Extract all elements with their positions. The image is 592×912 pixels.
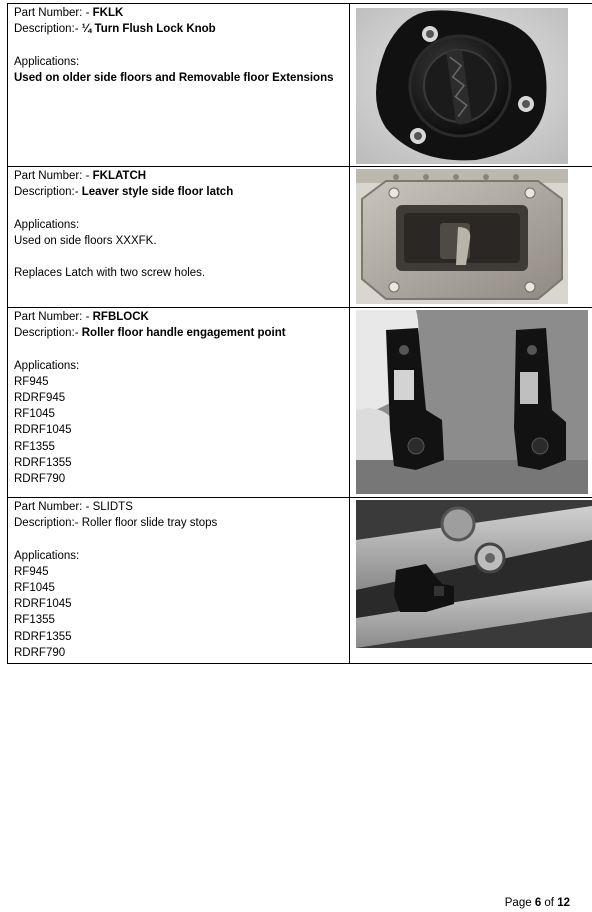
handle-engagement-blocks-photo [356, 310, 588, 494]
applications-label: Applications: [14, 55, 80, 68]
description-label: Description:- [14, 186, 82, 199]
application-item: RDRF1355 [14, 456, 72, 469]
slide-tray-stop-photo [356, 500, 592, 648]
description: Roller floor slide tray stops [81, 517, 218, 530]
applications-label: Applications: [14, 218, 80, 231]
description-line [14, 515, 343, 531]
application-item: RDRF945 [14, 392, 66, 404]
application-item: RF945 [14, 375, 49, 388]
part-details [8, 308, 350, 498]
description: Roller floor handle engagement point [81, 327, 286, 340]
application-item: RDRF1045 [14, 598, 72, 611]
application-item: Replaces Latch with two screw holes. [14, 267, 206, 280]
part-number-line [14, 5, 343, 21]
part-number-label: Part Number: - [14, 501, 93, 513]
description-label: Description:- [14, 517, 82, 530]
description: Leaver style side floor latch [81, 186, 234, 199]
part-number: FKLK [92, 7, 124, 19]
lever-latch-photo [356, 169, 568, 304]
page-of-label: of [541, 897, 558, 909]
part-number-line [14, 499, 343, 515]
description: ¼ Turn Flush Lock Knob [81, 23, 216, 36]
application-item: RDRF790 [14, 473, 66, 486]
description-line [14, 325, 343, 341]
part-photo-cell [350, 167, 592, 308]
part-details [8, 167, 350, 308]
part-number-label: Part Number: - [14, 7, 93, 19]
application-item: RF1045 [14, 408, 55, 421]
part-row [8, 498, 592, 664]
description-line [14, 184, 343, 200]
application-item: RF1355 [14, 440, 55, 453]
part-row [8, 167, 592, 308]
application-item: RDRF1355 [14, 630, 72, 643]
part-details [8, 498, 350, 664]
parts-table [7, 3, 592, 664]
part-photo-cell [350, 308, 592, 498]
page-footer [505, 897, 570, 909]
application-item: RF945 [14, 565, 49, 578]
application-item: RDRF790 [14, 646, 66, 659]
description-line [14, 21, 343, 37]
part-photo-cell [350, 4, 592, 167]
part-row [8, 4, 592, 167]
flush-lock-knob-photo [356, 8, 568, 164]
part-number-label: Part Number: - [14, 311, 93, 323]
page-label: Page [504, 897, 535, 909]
application-item: Used on older side floors and Removable floor Extensions [14, 71, 334, 84]
application-item: RDRF1045 [14, 424, 72, 437]
current-page: 6 [534, 897, 542, 909]
part-details [8, 4, 350, 167]
applications-label: Applications: [14, 549, 80, 562]
part-number-label: Part Number: - [14, 170, 93, 182]
total-pages: 12 [557, 897, 570, 909]
part-number: SLIDTS [92, 501, 133, 513]
part-number-line [14, 309, 343, 325]
part-number: FKLATCH [92, 170, 147, 182]
part-photo-cell [350, 498, 592, 664]
description-label: Description:- [14, 327, 82, 340]
part-number: RFBLOCK [92, 311, 149, 323]
part-row [8, 308, 592, 498]
description-label: Description:- [14, 23, 82, 36]
application-item: RF1355 [14, 614, 55, 627]
application-item: RF1045 [14, 582, 55, 594]
applications-label: Applications: [14, 359, 80, 372]
application-item: Used on side floors XXXFK. [14, 234, 157, 247]
part-number-line [14, 168, 343, 184]
